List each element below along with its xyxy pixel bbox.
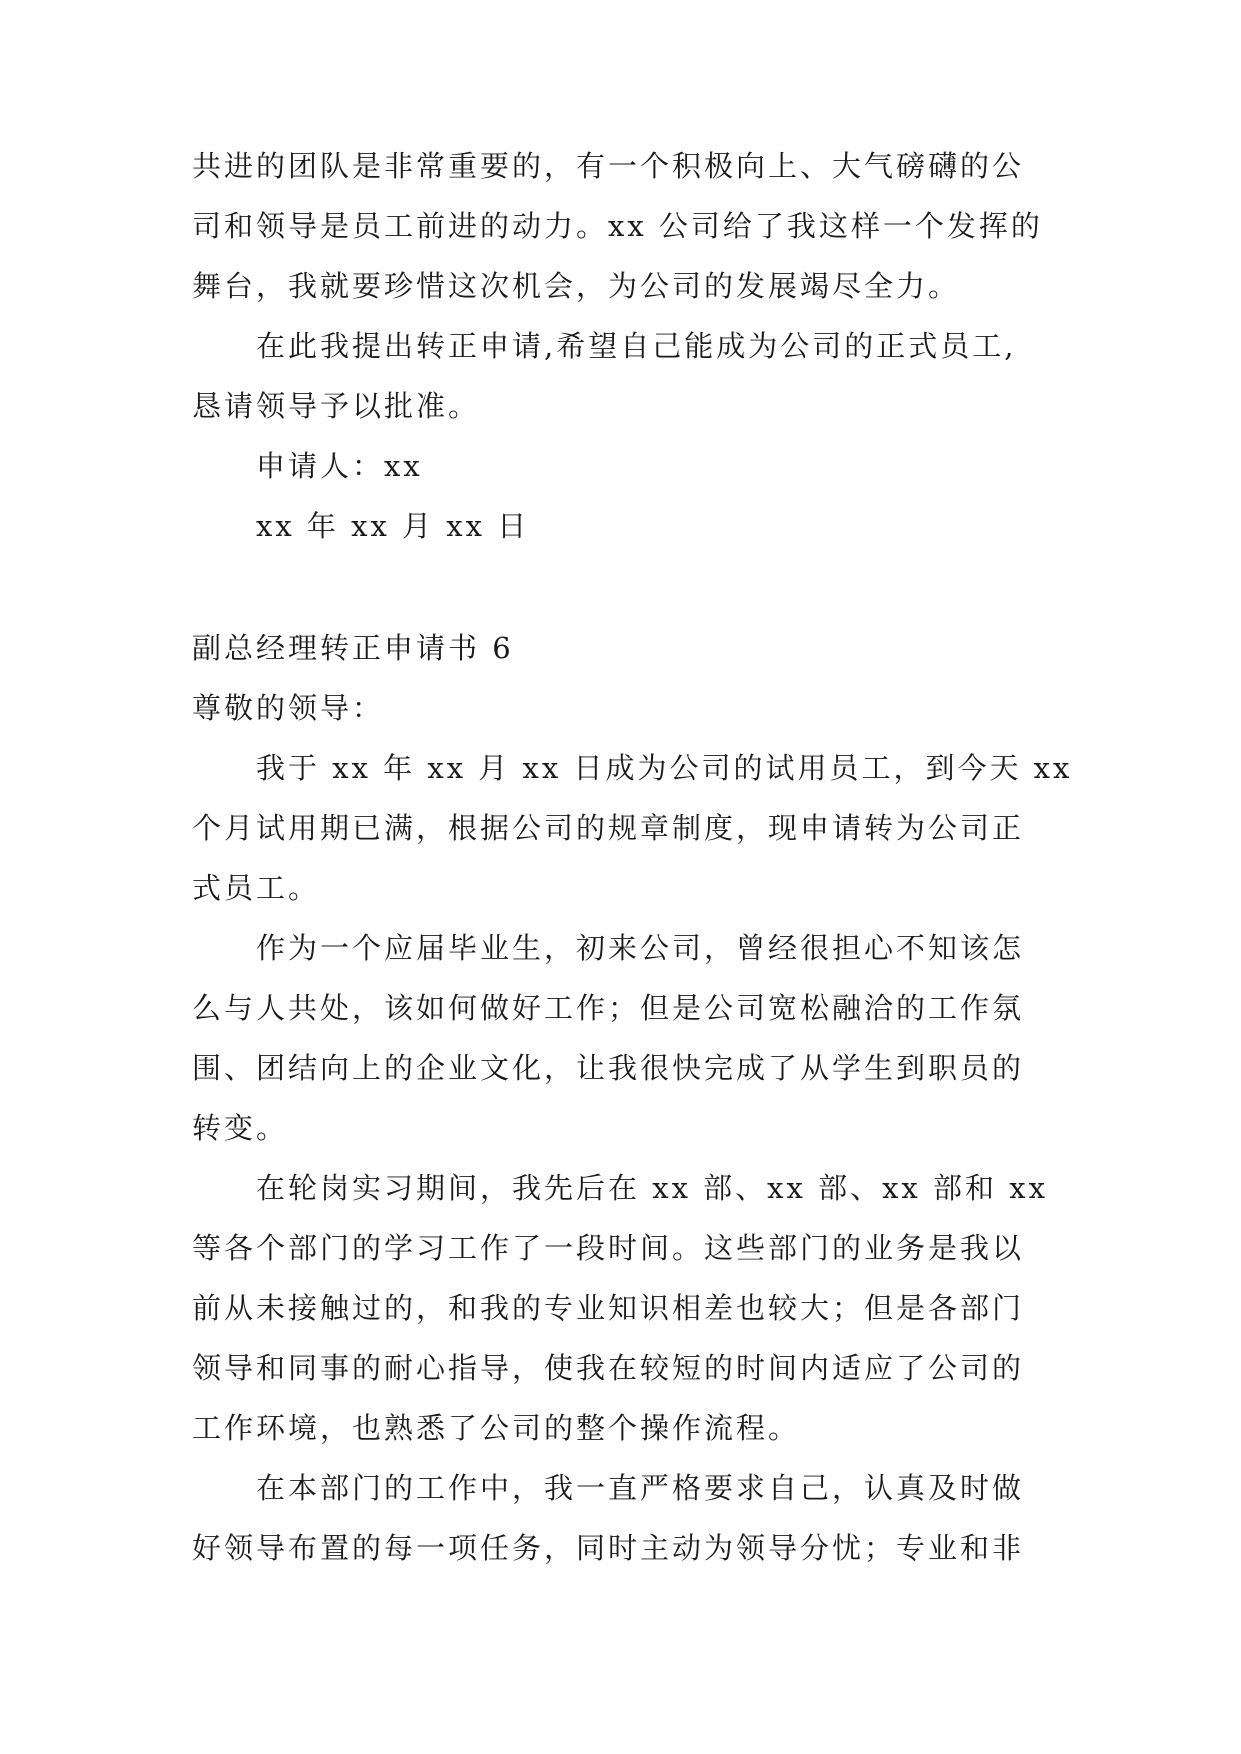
paragraph-line: 领导和同事的耐心指导，使我在较短的时间内适应了公司的 <box>192 1351 1025 1385</box>
paragraph-line: 司和领导是员工前进的动力。xx 公司给了我这样一个发挥的 <box>192 209 1043 243</box>
paragraph-line: 前从未接触过的，和我的专业知识相差也较大；但是各部门 <box>192 1291 1025 1325</box>
paragraph-line: 工作环境，也熟悉了公司的整个操作流程。 <box>192 1411 801 1445</box>
paragraph-line: 式员工。 <box>192 871 321 905</box>
applicant-line: 申请人：xx <box>256 449 423 483</box>
document-body <box>192 136 1073 1578</box>
paragraph-line: 作为一个应届毕业生，初来公司，曾经很担心不知该怎 <box>256 931 1025 965</box>
paragraph-line: 等各个部门的学习工作了一段时间。这些部门的业务是我以 <box>192 1231 1025 1265</box>
date-line: xx 年 xx 月 xx 日 <box>256 509 530 543</box>
salutation: 尊敬的领导： <box>192 691 385 725</box>
paragraph-line: 在轮岗实习期间，我先后在 xx 部、xx 部、xx 部和 xx <box>256 1171 1048 1205</box>
paragraph-line: 共进的团队是非常重要的，有一个积极向上、大气磅礴的公 <box>192 149 1025 183</box>
paragraph-line: 转变。 <box>192 1111 289 1145</box>
paragraph-line: 我于 xx 年 xx 月 xx 日成为公司的试用员工，到今天 xx <box>256 751 1073 785</box>
paragraph-line: 好领导布置的每一项任务，同时主动为领导分忧；专业和非 <box>192 1531 1025 1565</box>
request-line: 恳请领导予以批准。 <box>192 389 481 423</box>
section-title: 副总经理转正申请书 6 <box>192 631 514 665</box>
paragraph-line: 在本部门的工作中，我一直严格要求自己，认真及时做 <box>256 1471 1025 1505</box>
paragraph-line: 围、团结向上的企业文化，让我很快完成了从学生到职员的 <box>192 1051 1025 1085</box>
paragraph-line: 么与人共处，该如何做好工作；但是公司宽松融洽的工作氛 <box>192 991 1025 1025</box>
request-line: 在此我提出转正申请,希望自己能成为公司的正式员工, <box>256 329 1017 363</box>
paragraph-line: 个月试用期已满，根据公司的规章制度，现申请转为公司正 <box>192 811 1025 845</box>
paragraph-line: 舞台，我就要珍惜这次机会，为公司的发展竭尽全力。 <box>192 269 961 303</box>
